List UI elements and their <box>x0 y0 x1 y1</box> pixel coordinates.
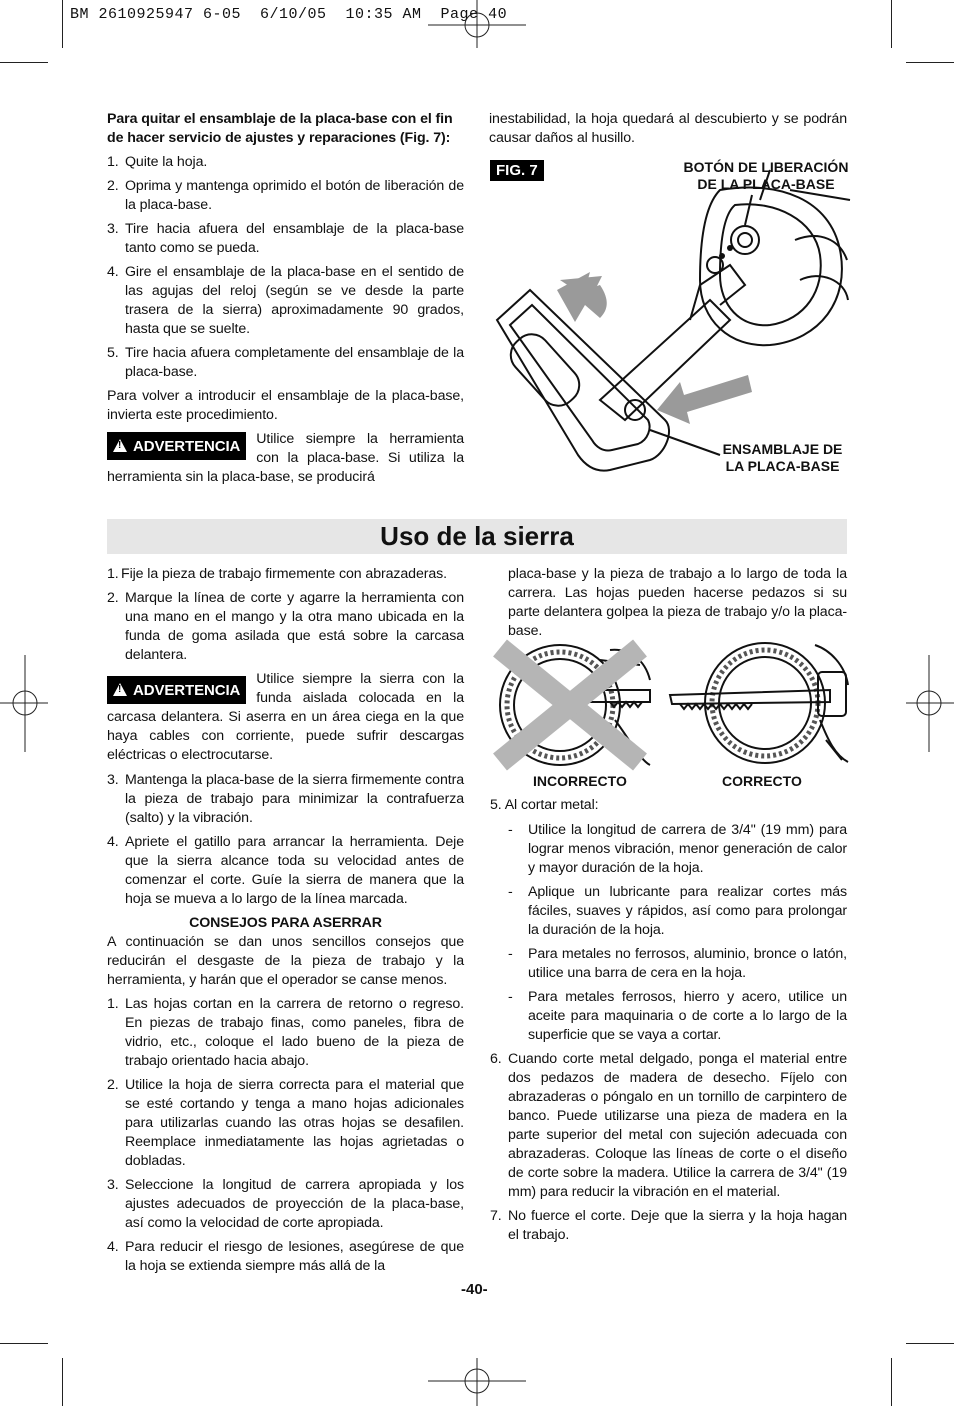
caption-correct: CORRECTO <box>722 773 802 789</box>
print-header: BM 2610925947 6-05 6/10/05 10:35 AM Page 40 <box>70 6 508 23</box>
list-item: - Utilice la longitud de carrera de 3/4" (19 mm) para lograr menos vibración, menor generación de calor y mayor duración de la hoja. <box>508 822 847 876</box>
list-item: - Aplique un lubricante para realizar cortes más fáciles, suaves y rápidos, así como para prolongar la duración de la hoja. <box>508 884 847 938</box>
list-item: 2. Oprima y mantenga oprimido el botón de liberación de la placa-base. <box>107 178 464 213</box>
crop-mark <box>906 1343 954 1344</box>
section-title: Uso de la sierra <box>380 521 574 551</box>
warning-block <box>107 670 464 765</box>
continuation-text: inestabilidad, la hoja quedará al descubierto y se podrán causar daños al husillo. <box>489 111 847 146</box>
list-item: 4. Gire el ensamblaje de la placa-base en el sentido de las agujas del reloj (según se ve desde la parte trasera de la sierra) aproximadamente 90 grados, hasta que se suelte. <box>107 264 464 337</box>
warning-badge: !ADVERTENCIA <box>107 432 246 460</box>
right-bottom-column <box>490 796 847 1250</box>
crop-mark <box>0 62 48 63</box>
warning-badge: !ADVERTENCIA <box>107 676 246 704</box>
incorrect-pipe <box>500 645 650 765</box>
usage-steps-a <box>107 565 464 665</box>
crop-mark <box>62 1358 63 1406</box>
list-item: 4. Apriete el gatillo para arrancar la herramienta. Deje que la sierra alcance toda su velocidad antes de comenzar el corte. Guíe la sierra de manera que la hoja se mueva a lo largo de la línea marcada. <box>107 834 464 907</box>
list-item: 3. Mantenga la placa-base de la sierra firmemente contra la pieza de trabajo para minimizar la contrafuerza (salto) y la vibración. <box>107 772 464 826</box>
warning-triangle-icon <box>113 683 127 696</box>
warning-triangle-icon <box>113 439 127 452</box>
warning-text: Utilice siempre la sierra con la funda aislada colocada en la carcasa delantera. Si aserra en un área ciega en la que haya cables con corriente, puede sufrir descargas eléctricas o electrocutarse. <box>107 671 464 763</box>
tips-list <box>107 995 464 1276</box>
correct-pipe <box>670 643 848 763</box>
right-top-column <box>489 110 847 153</box>
list-item: 2. Marque la línea de corte y agarre la herramienta con una mano en el mango y la otra mano ubicada en la funda de goma asilada que está sobre la carcasa delantera. <box>107 590 464 663</box>
warning-block <box>107 430 464 487</box>
crop-mark <box>906 62 954 63</box>
crop-mark <box>0 1343 48 1344</box>
metal-tips <box>508 821 847 1045</box>
metal-intro: 5. Al cortar metal: <box>490 797 599 813</box>
crop-mark <box>891 0 892 48</box>
list-item: 4. Para reducir el riesgo de lesiones, asegúrese de que la hoja se extienda siempre más allá de la <box>107 1239 464 1274</box>
page-number: -40- <box>461 1281 488 1298</box>
tips-heading: CONSEJOS PARA ASERRAR <box>189 915 382 931</box>
crop-mark <box>62 0 63 48</box>
list-item: - Para metales no ferrosos, aluminio, bronce o latón, utilice una barra de cera en la hoja. <box>508 946 847 981</box>
list-item: 1. Las hojas cortan en la carrera de retorno o regreso. En piezas de trabajo finas, como paneles, fibra de vidrio, etc., coloque el lado bueno de la pieza de trabajo orientado hacia abajo. <box>107 996 464 1069</box>
usage-steps-b <box>107 771 464 909</box>
tips-intro: A continuación se dan unos sencillos consejos que reducirán el desgaste de la pieza de trabajo y la herramienta, y harán que el operador se canse menos. <box>107 934 464 988</box>
list-item: 1. Fije la pieza de trabajo firmemente con abrazaderas. <box>107 566 448 582</box>
list-item: 7. No fuerce el corte. Deje que la sierra y la hoja hagan el trabajo. <box>490 1208 847 1243</box>
list-item: 1. Quite la hoja. <box>107 154 208 170</box>
list-item: 3. Tire hacia afuera del ensamblaje de la placa-base tanto como se pueda. <box>107 221 464 256</box>
list-item: 2. Utilice la hoja de sierra correcta para el material que se esté cortando y tenga a mano hojas adicionales para utilizarlas cuando las otras hojas se desafilen. Reemplace inmediatamente las hojas agrietadas o dobladas. <box>107 1077 464 1169</box>
incorrect-x-mark <box>500 648 640 762</box>
left-bottom-column <box>107 565 464 1281</box>
usage-steps-c <box>490 1050 847 1245</box>
removal-steps <box>107 153 464 382</box>
list-item: 5. Tire hacia afuera completamente del ensamblaje de la placa-base. <box>107 345 464 380</box>
crop-mark <box>891 1358 892 1406</box>
reinsert-text: Para volver a introducir el ensamblaje de la placa-base, invierta este procedimiento. <box>107 388 464 423</box>
warning-text: Utilice siempre la herramienta con la placa-base. Si utiliza la herramienta sin la placa-base, se producirá <box>107 431 464 485</box>
left-top-column <box>107 110 464 491</box>
callout-footplate-assembly: ENSAMBLAJE DE LA PLACA-BASE <box>722 441 843 474</box>
list-item: 3. Seleccione la longitud de carrera apropiada y los ajustes adecuados de proyección de la placa-base, así como la velocidad de corte apropiada. <box>107 1177 464 1231</box>
caption-incorrect: INCORRECTO <box>533 773 627 789</box>
list-item: - Para metales ferrosos, hierro y acero, utilice un aceite para maquinaria o de corte a lo largo de la superficie que se vaya a cortar. <box>508 989 847 1043</box>
figure-label: FIG. 7 <box>490 160 544 181</box>
removal-heading: Para quitar el ensamblaje de la placa-base con el fin de hacer servicio de ajustes y reparaciones (Fig. 7): <box>107 111 453 146</box>
callout-release-button: BOTÓN DE LIBERACIÓN DE LA PLACA-BASE <box>683 159 849 192</box>
list-item: 6. Cuando corte metal delgado, ponga el material entre dos pedazos de madera de desecho. Fíjelo con abrazaderas o póngalo en un tornillo de carpintero de banco. Puede utilizarse una pieza de madera en la parte superior del metal con sujeción adecuada con abrazaderas. Coloque las líneas de corte o el diseño de corte sobre la madera. Utilice la carrera de 3/4" (19 mm) para reducir la vibración en el material. <box>490 1051 847 1200</box>
continuation-text: placa-base y la pieza de trabajo a lo largo de toda la carrera. Las hojas pueden hacerse pedazos si su parte delantera golpea la pieza de trabajo y/o la placa-base. <box>508 566 847 639</box>
right-bottom-column-top <box>508 565 847 646</box>
